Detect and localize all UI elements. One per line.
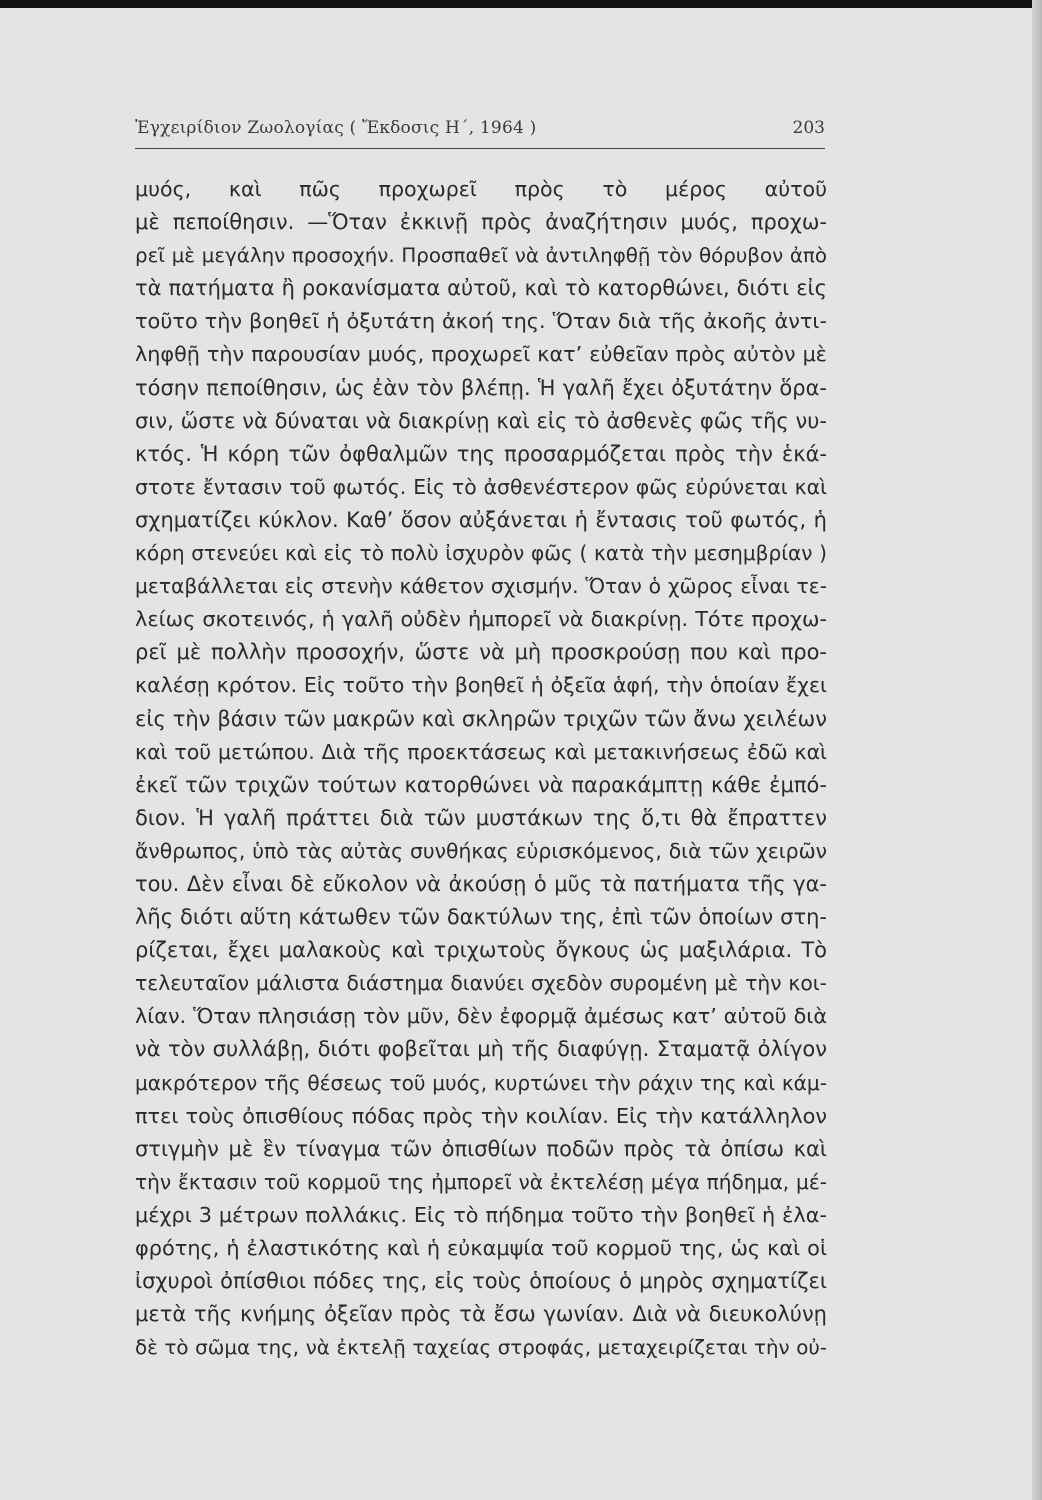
text-line: ἰσχυροὶ ὀπίσθιοι πόδες της, εἰς τοὺς ὁποίους ὁ μηρὸς σχηματίζει [135,1269,827,1294]
text-line: ἄνθρωπος, ὑπὸ τὰς αὐτὰς συνθήκας εὑρισκόμενος, διὰ τῶν χειρῶν [135,838,827,863]
text-line: μὲ πεποίθησιν. —Ὅταν ἐκκινῇ πρὸς ἀναζήτησιν μυός, προχω- [135,210,827,235]
text-line: μέχρι 3 μέτρων πολλάκις. Εἰς τὸ πήδημα τοῦτο τὴν βοηθεῖ ἡ ἐλα- [135,1202,827,1227]
text-line: στιγμὴν μὲ ἓν τίναγμα τῶν ὀπισθίων ποδῶν πρὸς τὰ ὀπίσω καὶ [135,1136,827,1161]
text-line: λείως σκοτεινός, ἡ γαλῆ οὐδὲν ἠμπορεῖ νὰ διακρίνῃ. Τότε προχω- [135,607,827,632]
text-line: στοτε ἔντασιν τοῦ φωτός. Εἰς τὸ ἀσθενέστερον φῶς εὐρύνεται καὶ [135,474,827,499]
text-line: κτός. Ἡ κόρη τῶν ὀφθαλμῶν της προσαρμόζεται πρὸς τὴν ἑκά- [135,441,827,466]
text-line: σχηματίζει κύκλον. Καθ’ ὅσον αὐξάνεται ἡ ἔντασις τοῦ φωτός, ἡ [135,507,827,532]
text-line: τὰ πατήματα ἢ ροκανίσματα αὐτοῦ, καὶ τὸ κατορθώνει, διότι εἰς [135,276,827,301]
text-line: του. Δὲν εἶναι δὲ εὔκολον νὰ ἀκούσῃ ὁ μῦς τὰ πατήματα τῆς γα- [135,871,827,896]
scan-right-edge [1032,0,1042,1500]
text-line: κόρη στενεύει καὶ εἰς τὸ πολὺ ἰσχυρὸν φῶς ( κατὰ τὴν μεσημβρίαν ) [135,541,827,566]
text-line: ρεῖ μὲ μεγάλην προσοχήν. Προσπαθεῖ νὰ ἀντιληφθῇ τὸν θόρυβον ἀπὸ [135,244,827,268]
header-rule [135,148,825,149]
text-line: ρεῖ μὲ πολλὴν προσοχήν, ὥστε νὰ μὴ προσκρούσῃ που καὶ προ- [135,640,827,665]
text-line: ληφθῇ τὴν παρουσίαν μυός, προχωρεῖ κατ’ εὐθεῖαν πρὸς αὐτὸν μὲ [135,342,827,367]
text-line: ἐκεῖ τῶν τριχῶν τούτων κατορθώνει νὰ παρακάμπτῃ κάθε ἐμπό- [135,772,827,797]
text-line: λίαν. Ὅταν πλησιάσῃ τὸν μῦν, δὲν ἐφορμᾷ ἀμέσως κατ’ αὐτοῦ διὰ [135,1004,827,1029]
page-number: 203 [792,118,825,138]
header-title: Ἐγχειρίδιον Ζωολογίας ( Ἔκδοσις Η΄, 1964 ) [135,118,537,138]
text-line: νὰ τὸν συλλάβῃ, διότι φοβεῖται μὴ τῆς διαφύγῃ. Σταματᾷ ὀλίγον [135,1037,827,1062]
text-line: μετὰ τῆς κνήμης ὀξεῖαν πρὸς τὰ ἔσω γωνίαν. Διὰ νὰ διευκολύνῃ [135,1302,827,1327]
text-line: σιν, ὥστε νὰ δύναται νὰ διακρίνῃ καὶ εἰς τὸ ἀσθενὲς φῶς τῆς νυ- [135,408,827,433]
text-line: διον. Ἡ γαλῆ πράττει διὰ τῶν μυστάκων της ὅ,τι θὰ ἔπραττεν [135,805,827,830]
text-line: τοῦτο τὴν βοηθεῖ ἡ ὀξυτάτη ἀκοή της. Ὅταν διὰ τῆς ἀκοῆς ἀντι- [135,309,827,334]
body-text [135,173,827,1364]
text-line: μεταβάλλεται εἰς στενὴν κάθετον σχισμήν. Ὅταν ὁ χῶρος εἶναι τε- [135,574,827,599]
text-line: λῆς διότι αὕτη κάτωθεν τῶν δακτύλων της, ἐπὶ τῶν ὁποίων στη- [135,905,827,930]
text-line: πτει τοὺς ὀπισθίους πόδας πρὸς τὴν κοιλίαν. Εἰς τὴν κατάλληλον [135,1103,827,1128]
text-line: τόσην πεποίθησιν, ὡς ἐὰν τὸν βλέπῃ. Ἡ γαλῆ ἔχει ὀξυτάτην ὅρα- [135,375,827,400]
text-line: τελευταῖον μάλιστα διάστημα διανύει σχεδὸν συρομένη μὲ τὴν κοι- [135,971,827,996]
text-line: εἰς τὴν βάσιν τῶν μακρῶν καὶ σκληρῶν τριχῶν τῶν ἄνω χειλέων [135,706,827,731]
text-line: μακρότερον τῆς θέσεως τοῦ μυός, κυρτώνει τὴν ράχιν της καὶ κάμ- [135,1070,827,1095]
text-line: δὲ τὸ σῶμα της, νὰ ἐκτελῇ ταχείας στροφάς, μεταχειρίζεται τὴν οὐ- [135,1336,827,1360]
text-line: μυός, καὶ πῶς προχωρεῖ πρὸς τὸ μέρος αὐτοῦ [135,177,827,201]
text-line: καὶ τοῦ μετώπου. Διὰ τῆς προεκτάσεως καὶ μετακινήσεως ἐδῶ καὶ [135,739,827,764]
text-line: τὴν ἔκτασιν τοῦ κορμοῦ της ἠμπορεῖ νὰ ἐκτελέσῃ μέγα πήδημα, μέ- [135,1169,827,1194]
text-line: φρότης, ἡ ἐλαστικότης καὶ ἡ εὐκαμψία τοῦ κορμοῦ της, ὡς καὶ οἱ [135,1236,827,1260]
text-line: καλέσῃ κρότον. Εἰς τοῦτο τὴν βοηθεῖ ἡ ὀξεῖα ἁφή, τὴν ὁποίαν ἔχει [135,673,827,698]
text-line: ρίζεται, ἔχει μαλακοὺς καὶ τριχωτοὺς ὄγκους ὡς μαξιλάρια. Τὸ [135,938,827,963]
scan-top-border [0,0,1042,8]
